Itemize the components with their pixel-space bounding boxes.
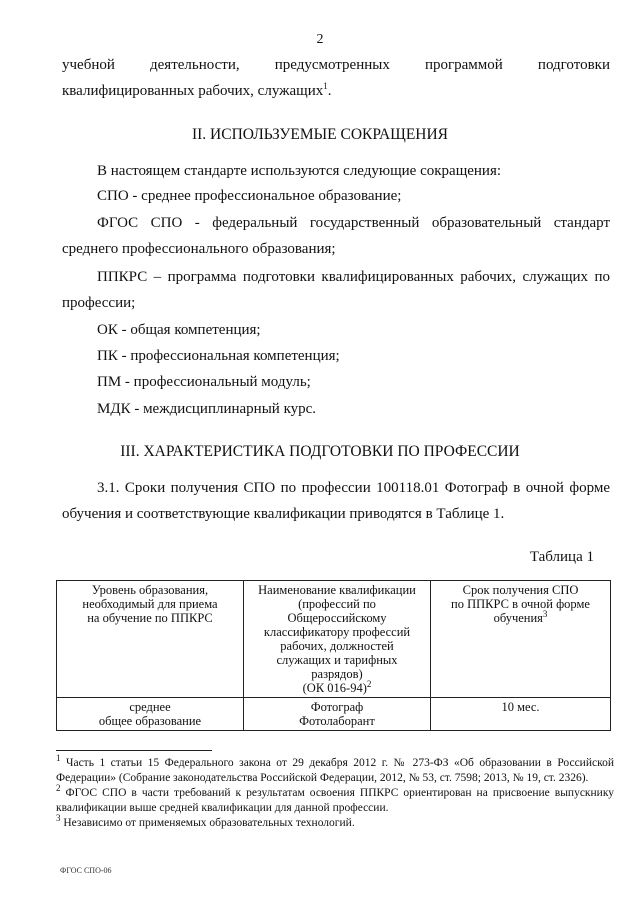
footnote-ref: 1 [323, 81, 328, 91]
table-header-cell: Наименование квалификации (профессий по Общероссийскому классификатору профессий рабочих, должностей служащих и тарифных разрядов) (ОК 016-94)$^2$ [244, 581, 431, 698]
intro-word: деятельности, [150, 57, 240, 73]
page-number: 2 [316, 32, 324, 47]
abbrev-pk: ПК - профессиональная компетенция; [97, 348, 340, 364]
footnote: $^3$ Независимо от применяемых образовательных технологий. [56, 813, 355, 829]
table-header-cell: Срок получения СПО по ППКРС в очной форме обучения$^3$ [431, 581, 611, 698]
abbrev-ok: ОК - общая компетенция; [97, 322, 261, 338]
abbrev-pm: ПМ - профессиональный модуль; [97, 374, 311, 390]
intro-word: программой [424, 57, 503, 73]
intro-line-1 [62, 57, 610, 74]
table-cell-qualification: Фотограф Фотолаборант [244, 698, 431, 731]
table-cell-level: среднее общее образование [57, 698, 244, 731]
table-header-row [57, 581, 611, 698]
abbrev-lead: В настоящем стандарте используются следующие сокращения: [97, 163, 502, 179]
section-3-heading: III. ХАРАКТЕРИСТИКА ПОДГОТОВКИ ПО ПРОФЕССИИ [120, 443, 520, 460]
abbrev-fgos-cont: среднего профессионального образования; [62, 241, 336, 257]
table-header-cell: Уровень образования, необходимый для приема на обучение по ППКРС [57, 581, 244, 698]
page-footer: ФГОС СПО-06 [60, 866, 112, 875]
abbrev-ppkrs-cont: профессии; [62, 295, 136, 311]
table-row [57, 698, 611, 731]
abbrev-fgos: ФГОС СПО - федеральный государственный образовательный стандарт [97, 215, 610, 231]
qualification-table [56, 580, 611, 731]
footnote-ref: 2 [366, 678, 372, 689]
intro-word: учебной [62, 57, 115, 73]
section-2-heading: II. ИСПОЛЬЗУЕМЫЕ СОКРАЩЕНИЯ [191, 126, 449, 143]
footnote-ref: 3 [542, 608, 548, 619]
footnote: $^2$ ФГОС СПО в части требований к результатам освоения ППКРС ориентирован на присвоение выпускнику квалификации выше средней квалификации для данной профессии. [56, 783, 614, 814]
section-3-para-cont: обучения и соответствующие квалификации приводятся в Таблице 1. [62, 506, 505, 522]
table-label: Таблица 1 [529, 549, 594, 565]
section-3-para: 3.1. Сроки получения СПО по профессии 100118.01 Фотограф в очной форме [97, 480, 610, 496]
footnote-separator [56, 750, 212, 751]
intro-line-2: квалифицированных рабочих, служащих$^1$. [62, 81, 332, 99]
abbrev-mdk: МДК - междисциплинарный курс. [97, 401, 317, 417]
footnote: $^1$ Часть 1 статьи 15 Федерального закона от 29 декабря 2012 г. № 273-ФЗ «Об образовании в Российской Федерации» (Собрание законодательства Российской Федерации, 2012, № 53, ст. 7598; 2013, № 19, ст. 2326). [56, 753, 615, 784]
abbrev-spo: СПО - среднее профессиональное образование; [97, 188, 402, 204]
intro-word: предусмотренных [274, 57, 390, 73]
footnotes [56, 753, 615, 831]
abbrev-ppkrs: ППКРС – программа подготовки квалифицированных рабочих, служащих по [97, 269, 610, 285]
intro-word: подготовки [537, 57, 610, 73]
table-cell-duration: 10 мес. [431, 698, 611, 731]
